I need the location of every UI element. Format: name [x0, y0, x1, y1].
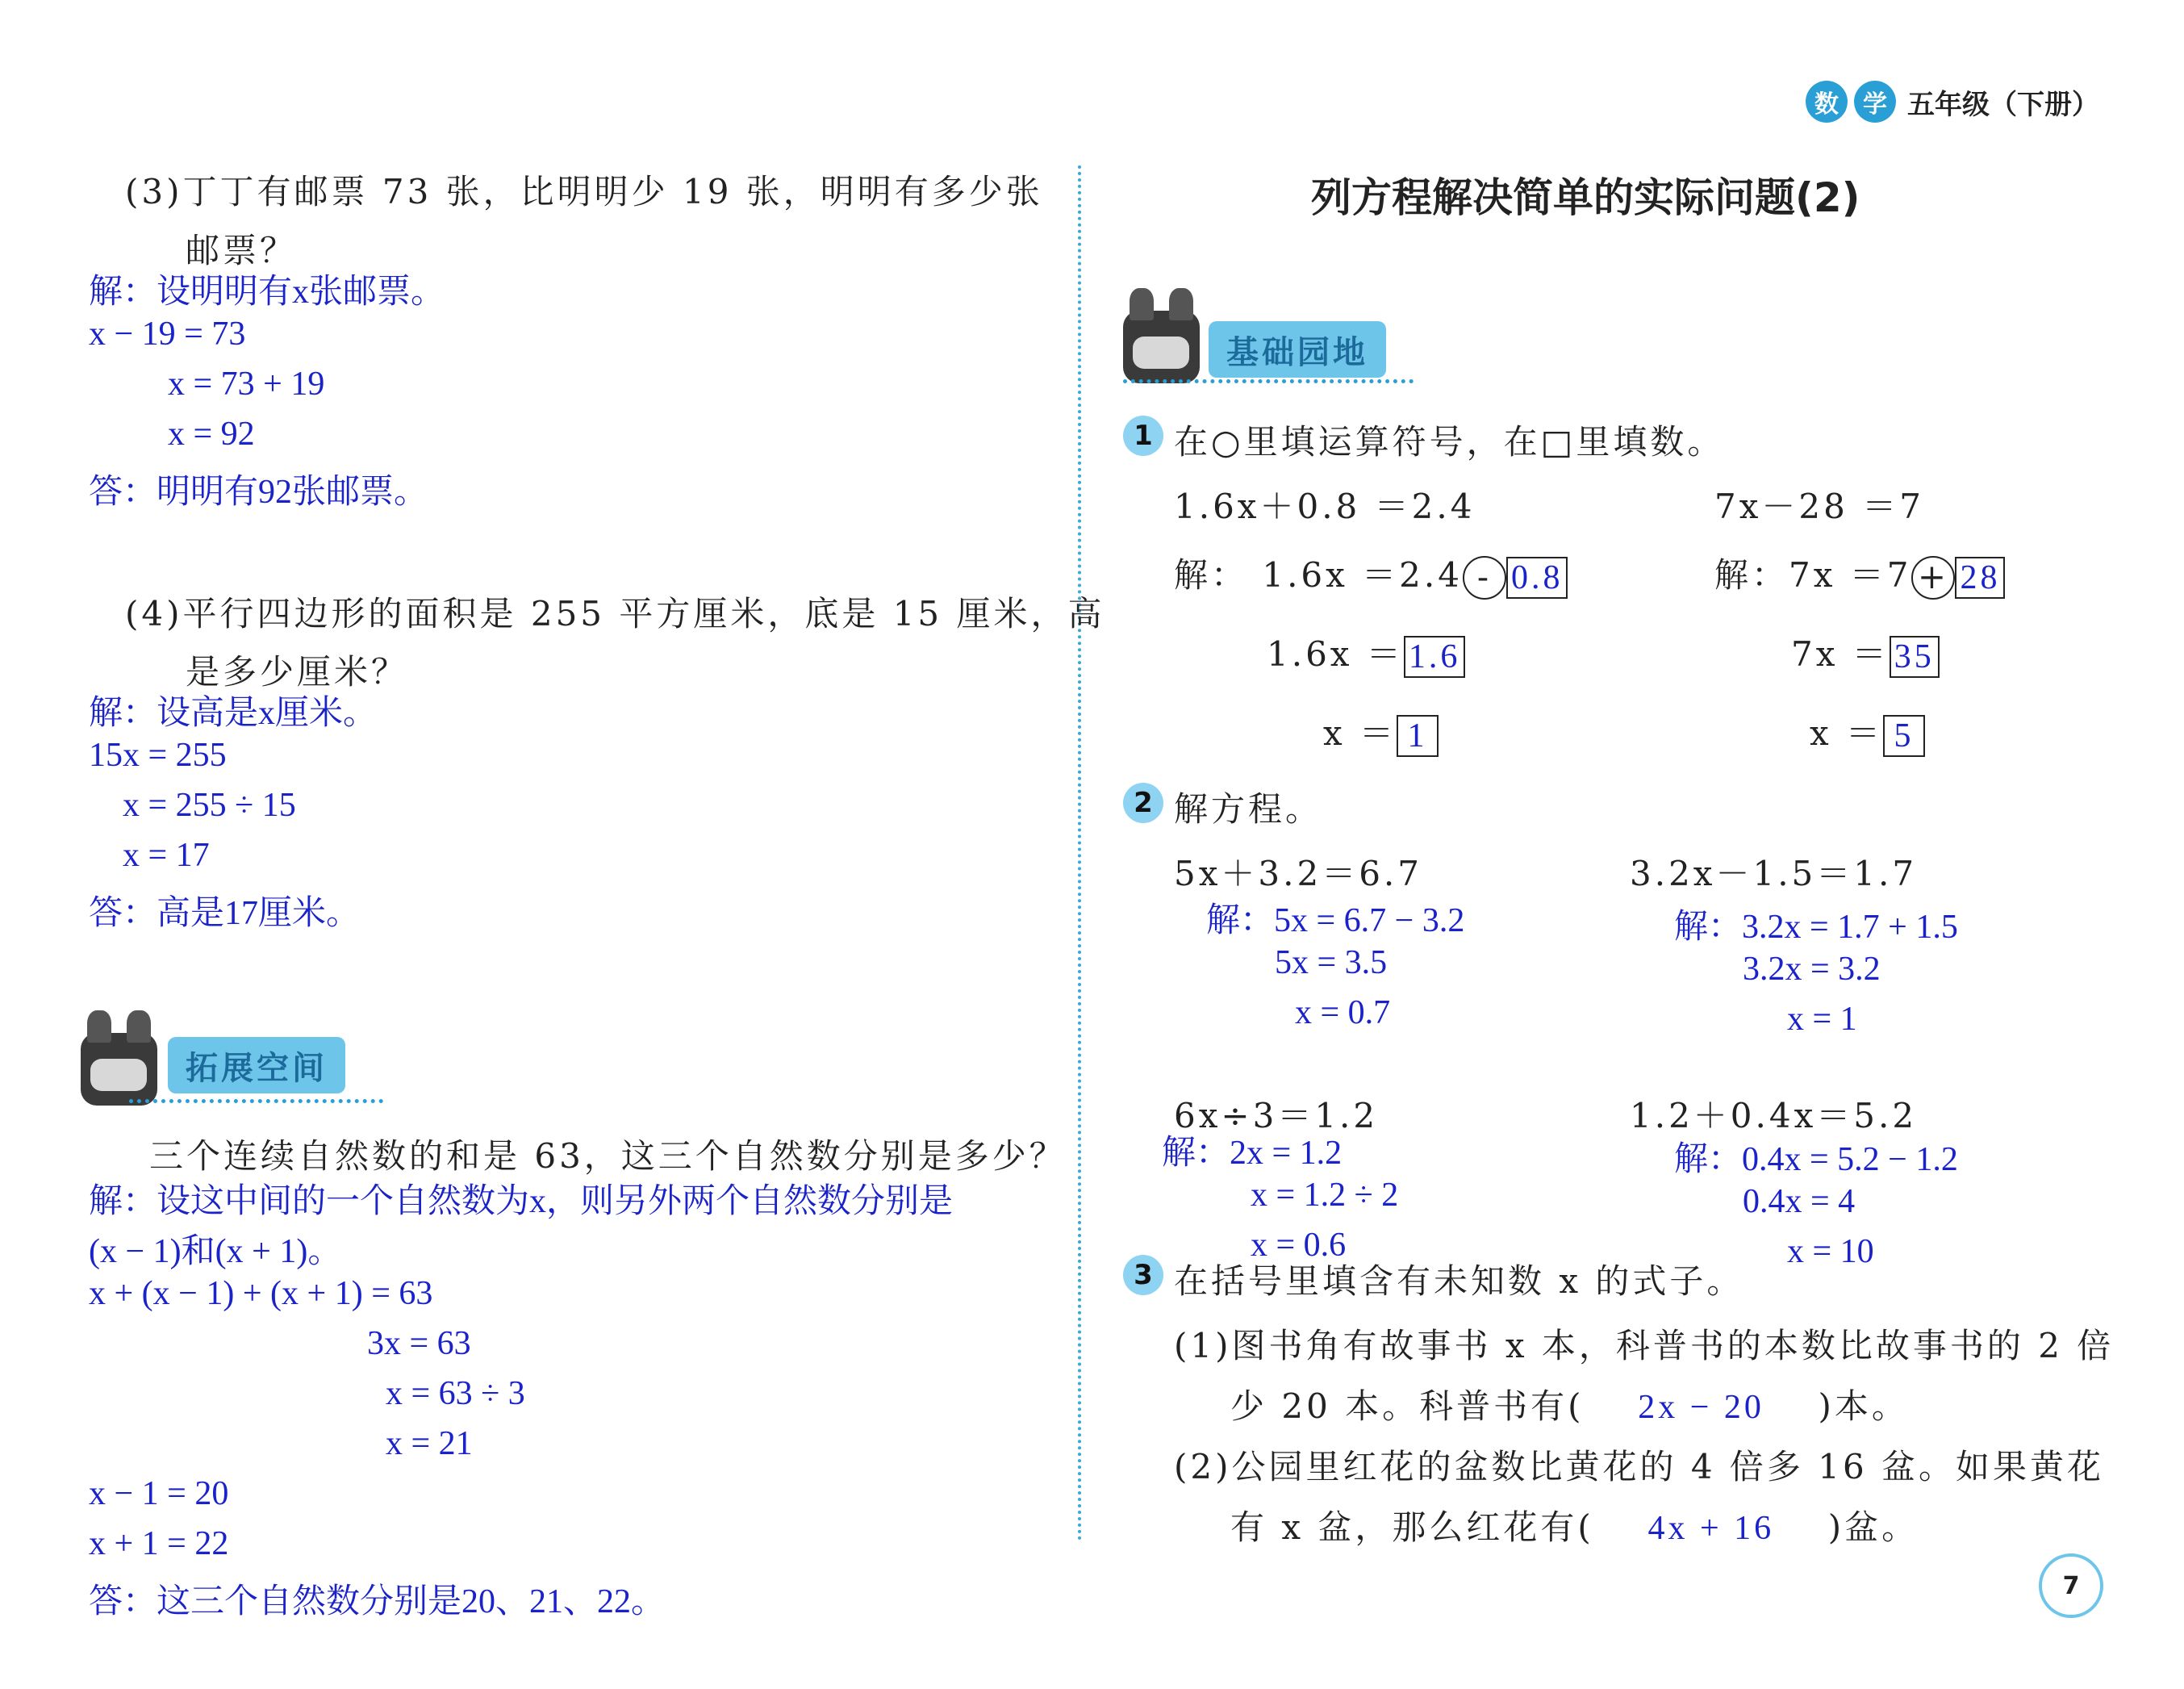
p1a-step1: [1174, 549, 1568, 600]
ext-answer: 答：这三个自然数分别是20、21、22。: [89, 1583, 666, 1620]
problem-number-1: 1: [1123, 416, 1163, 456]
page-number: 7: [2039, 1553, 2103, 1618]
subject-badge-2: 学: [1854, 81, 1896, 123]
ext-equation-2: 3x = 63: [367, 1325, 471, 1362]
page-divider: [1078, 165, 1081, 1541]
section-underline: [1123, 379, 1414, 383]
p1a-step1-text: 解： 1.6x ＝2.4: [1174, 555, 1463, 595]
p3-q1-line2: [1230, 1380, 1909, 1428]
ext-equation-5: x − 1 = 20: [89, 1475, 229, 1512]
p2d-given: 1.2＋0.4x＝5.2: [1630, 1096, 1918, 1135]
p1b-given: 7x－28 ＝7: [1714, 487, 1924, 526]
p3-prompt: 在括号里填含有未知数 x 的式子。: [1174, 1261, 1744, 1301]
page-title: 列方程解决简单的实际问题(2): [1311, 174, 1860, 221]
p1a-step3-text: x ＝: [1323, 713, 1397, 753]
q3-equation-1: x − 19 = 73: [89, 316, 246, 353]
ext-solution-intro-2: (x − 1)和(x + 1)。: [89, 1233, 342, 1270]
p2b-step1: 解：3.2x = 1.7 + 1.5: [1674, 909, 1958, 946]
p2c-step1: 解：2x = 1.2: [1162, 1135, 1343, 1172]
p2a-given: 5x＋3.2＝6.7: [1174, 854, 1422, 893]
mascot-icon: [1123, 311, 1200, 383]
p1a-step2: [1267, 628, 1465, 678]
problem-number-2: 2: [1123, 783, 1163, 823]
q4-line2: 是多少厘米？: [186, 652, 409, 692]
p1a-operator-circle: -: [1463, 556, 1506, 600]
q4-equation-1: 15x = 255: [89, 737, 227, 774]
p2d-step1: 解：0.4x = 5.2 − 1.2: [1674, 1141, 1958, 1178]
ext-equation-6: x + 1 = 22: [89, 1525, 229, 1562]
p3-q2-text-end: )盆。: [1827, 1507, 1919, 1547]
p3-q1-text: 少 20 本。科普书有(: [1230, 1386, 1585, 1426]
p3-q2-text: 有 x 盆，那么红花有(: [1230, 1507, 1594, 1547]
p1a-box-1: 0.8: [1506, 557, 1568, 599]
p2-prompt: 解方程。: [1174, 789, 1323, 829]
p1b-box-1: 28: [1955, 557, 2005, 599]
p1b-step3: [1810, 707, 1925, 757]
p2c-step2: x = 1.2 ÷ 2: [1251, 1177, 1399, 1214]
section-title-extension: 拓展空间: [168, 1037, 345, 1093]
p2d-step2: 0.4x = 4: [1743, 1183, 1856, 1220]
p1b-step3-text: x ＝: [1810, 713, 1884, 753]
p1b-step2-text: 7x ＝: [1791, 634, 1890, 674]
p1b-box-3: 5: [1883, 715, 1925, 757]
section-underline: [129, 1099, 383, 1103]
p2b-step3: x = 1: [1787, 1001, 1857, 1038]
q4-equation-2: x = 255 ÷ 15: [123, 787, 296, 824]
p3-q2-line1: (2)公园里红花的盆数比黄花的 4 倍多 16 盆。如果黄花: [1174, 1447, 2105, 1486]
subject-badge-1: 数: [1806, 81, 1848, 123]
problem-number-3: 3: [1123, 1255, 1163, 1295]
p1b-step1: [1714, 549, 2005, 600]
ext-equation-1: x + (x − 1) + (x + 1) = 63: [89, 1275, 433, 1312]
p1b-step2: [1791, 628, 1940, 678]
p2c-given: 6x÷3＝1.2: [1174, 1096, 1379, 1135]
p2b-given: 3.2x－1.5＝1.7: [1630, 854, 1918, 893]
ext-solution-intro: 解：设这中间的一个自然数为x，则另外两个自然数分别是: [89, 1183, 954, 1220]
section-title-basics: 基础园地: [1209, 321, 1386, 378]
mascot-icon: [81, 1033, 157, 1106]
ext-equation-4: x = 21: [386, 1425, 473, 1462]
p1a-step2-text: 1.6x ＝: [1267, 634, 1404, 674]
p1a-step3: [1323, 707, 1439, 757]
q3-line1: (3)丁丁有邮票 73 张，比明明少 19 张，明明有多少张: [125, 172, 1043, 211]
q4-solution-intro: 解：设高是x厘米。: [89, 695, 378, 732]
ext-equation-3: x = 63 ÷ 3: [386, 1375, 525, 1412]
p1a-given: 1.6x＋0.8 ＝2.4: [1174, 487, 1476, 526]
p3-q2-line2: [1230, 1501, 1919, 1549]
p3-q1-text-end: )本。: [1818, 1386, 1909, 1426]
p1b-step1-text: 解：7x ＝7: [1714, 555, 1912, 595]
p1b-box-2: 35: [1890, 636, 1940, 678]
p1a-box-3: 1: [1397, 715, 1439, 757]
p3-q2-answer: 4x + 16: [1647, 1510, 1775, 1547]
p2b-step2: 3.2x = 3.2: [1743, 951, 1881, 988]
q4-equation-3: x = 17: [123, 837, 210, 874]
p3-q1-answer: 2x − 20: [1638, 1389, 1764, 1426]
p2c-step3: x = 0.6: [1251, 1227, 1347, 1264]
p2a-step3: x = 0.7: [1295, 994, 1391, 1031]
p1a-box-2: 1.6: [1404, 636, 1466, 678]
q4-answer: 答：高是17厘米。: [89, 895, 361, 932]
p1b-operator-circle: +: [1911, 556, 1955, 600]
ext-question: 三个连续自然数的和是 63，这三个自然数分别是多少？: [149, 1136, 1067, 1176]
q3-equation-2: x = 73 + 19: [168, 366, 325, 403]
q3-line2: 邮票？: [186, 231, 298, 270]
p2d-step3: x = 10: [1787, 1233, 1874, 1270]
q4-line1: (4)平行四边形的面积是 255 平方厘米，底是 15 厘米，高: [125, 594, 1105, 633]
p2a-step1: 解：5x = 6.7 − 3.2: [1206, 902, 1465, 939]
q3-equation-3: x = 92: [168, 416, 255, 453]
q3-solution-intro: 解：设明明有x张邮票。: [89, 274, 445, 311]
grade-label: 五年级（下册）: [1907, 88, 2099, 121]
subject-header: [1806, 81, 2099, 123]
p3-q1-line1: (1)图书角有故事书 x 本，科普书的本数比故事书的 2 倍: [1174, 1326, 2115, 1365]
p2a-step2: 5x = 3.5: [1275, 944, 1388, 981]
p1-prompt: 在○里填运算符号，在□里填数。: [1174, 422, 1725, 462]
q3-answer: 答：明明有92张邮票。: [89, 474, 428, 511]
